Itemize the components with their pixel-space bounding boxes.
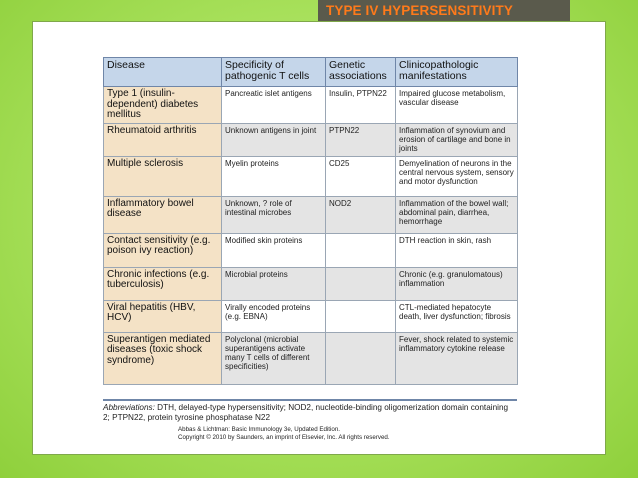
abbreviations-text: DTH, delayed-type hypersensitivity; NOD2, nucleotide-binding oligomerization domain containing 2; PTPN22, protein tyrosine phosphatase N22 <box>103 403 509 422</box>
disease-cell: Rheumatoid arthritis <box>104 123 222 156</box>
genetic-cell: CD25 <box>326 156 396 196</box>
genetic-cell: NOD2 <box>326 196 396 233</box>
table-row <box>104 87 518 124</box>
specificity-cell: Unknown, ? role of intestinal microbes <box>222 196 326 233</box>
table-row <box>104 196 518 233</box>
manifestations-cell: Inflammation of the bowel wall; abdominal pain, diarrhea, hemorrhage <box>396 196 518 233</box>
header-genetic: Genetic associations <box>326 58 396 87</box>
table-header-row <box>104 58 518 87</box>
abbreviations-label: Abbreviations: <box>103 403 155 412</box>
disease-cell: Viral hepatitis (HBV, HCV) <box>104 300 222 332</box>
header-specificity: Specificity of pathogenic T cells <box>222 58 326 87</box>
disease-cell: Superantigen mediated diseases (toxic shock syndrome) <box>104 332 222 384</box>
source-credit <box>178 426 517 442</box>
specificity-cell: Pancreatic islet antigens <box>222 87 326 124</box>
header-manifestations: Clinicopathologic manifestations <box>396 58 518 87</box>
genetic-cell <box>326 233 396 267</box>
genetic-cell: Insulin, PTPN22 <box>326 87 396 124</box>
specificity-cell: Unknown antigens in joint <box>222 123 326 156</box>
genetic-cell <box>326 332 396 384</box>
manifestations-cell: Chronic (e.g. granulomatous) inflammation <box>396 267 518 300</box>
genetic-cell: PTPN22 <box>326 123 396 156</box>
specificity-cell: Polyclonal (microbial superantigens activate many T cells of different specificities) <box>222 332 326 384</box>
credit-line-2: Copyright © 2010 by Saunders, an imprint of Elsevier, Inc. All rights reserved. <box>178 434 390 441</box>
specificity-cell: Modified skin proteins <box>222 233 326 267</box>
disease-cell: Multiple sclerosis <box>104 156 222 196</box>
abbreviations-note <box>103 403 517 422</box>
genetic-cell <box>326 300 396 332</box>
specificity-cell: Microbial proteins <box>222 267 326 300</box>
table-footer <box>103 399 517 442</box>
table-row <box>104 332 518 384</box>
disease-cell: Inflammatory bowel disease <box>104 196 222 233</box>
specificity-cell: Virally encoded proteins (e.g. EBNA) <box>222 300 326 332</box>
disease-cell: Contact sensitivity (e.g. poison ivy reaction) <box>104 233 222 267</box>
table-row <box>104 156 518 196</box>
hypersensitivity-table <box>103 57 518 385</box>
manifestations-cell: Demyelination of neurons in the central nervous system, sensory and motor dysfunction <box>396 156 518 196</box>
manifestations-cell: CTL-mediated hepatocyte death, liver dysfunction; fibrosis <box>396 300 518 332</box>
specificity-cell: Myelin proteins <box>222 156 326 196</box>
genetic-cell <box>326 267 396 300</box>
table-row <box>104 267 518 300</box>
header-disease: Disease <box>104 58 222 87</box>
manifestations-cell: DTH reaction in skin, rash <box>396 233 518 267</box>
disease-cell: Chronic infections (e.g. tuberculosis) <box>104 267 222 300</box>
table-body <box>104 87 518 385</box>
manifestations-cell: Inflammation of synovium and erosion of cartilage and bone in joints <box>396 123 518 156</box>
table-row <box>104 123 518 156</box>
table-row <box>104 300 518 332</box>
credit-line-1: Abbas & Lichtman: Basic Immunology 3e, Updated Edition. <box>178 426 340 433</box>
slide-title: TYPE IV HYPERSENSITIVITY <box>318 0 570 42</box>
manifestations-cell: Impaired glucose metabolism, vascular disease <box>396 87 518 124</box>
disease-cell: Type 1 (insulin-dependent) diabetes mellitus <box>104 87 222 124</box>
hypersensitivity-table-wrap <box>103 57 517 385</box>
manifestations-cell: Fever, shock related to systemic inflammatory cytokine release <box>396 332 518 384</box>
table-row <box>104 233 518 267</box>
